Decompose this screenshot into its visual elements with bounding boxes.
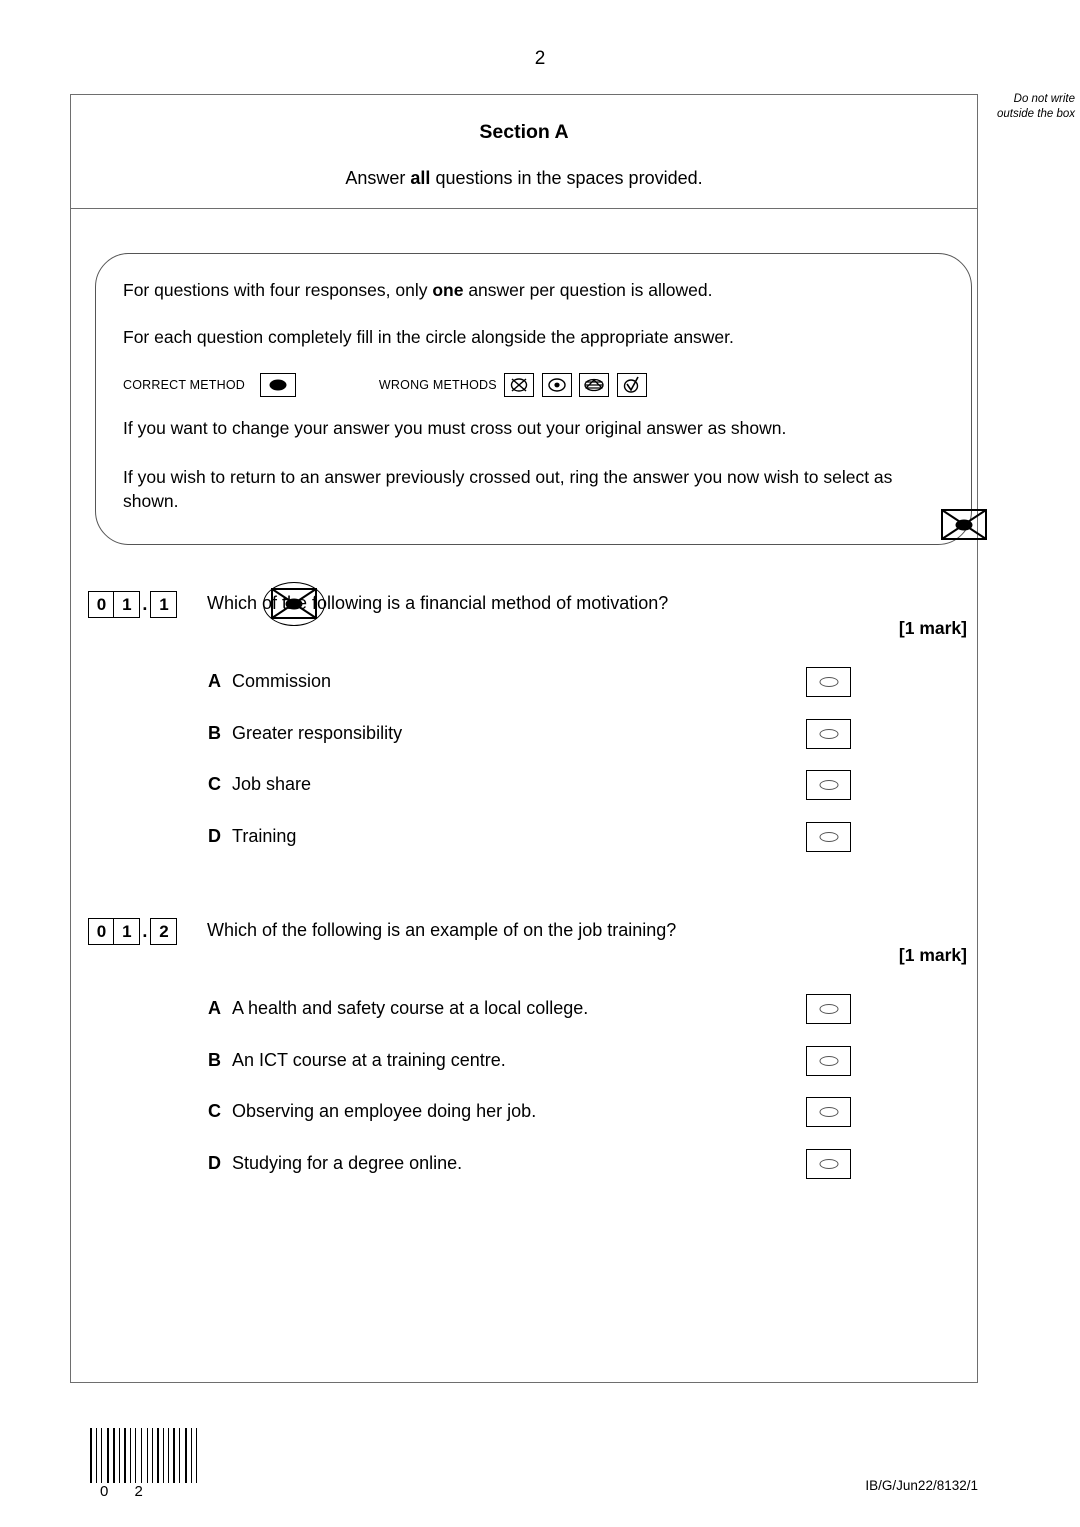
method-examples-row bbox=[123, 373, 647, 399]
question-digit: 1 bbox=[113, 591, 140, 618]
answer-option-row[interactable] bbox=[71, 723, 977, 775]
page-content-frame bbox=[70, 94, 978, 1383]
question-digit: 1 bbox=[113, 918, 140, 945]
answer-options-list bbox=[71, 998, 977, 1204]
answer-bubble-box[interactable] bbox=[806, 1097, 851, 1127]
option-letter: C bbox=[208, 1101, 221, 1121]
option-text: A health and safety course at a local college. bbox=[232, 998, 589, 1018]
section-instruction-suffix: questions in the spaces provided. bbox=[430, 168, 703, 188]
wrong-methods-label: WRONG METHODS bbox=[378, 378, 497, 392]
option-text: Job share bbox=[232, 774, 312, 794]
crossed-out-answer-icon bbox=[941, 509, 987, 540]
answer-option-row[interactable] bbox=[71, 1153, 977, 1205]
question-digit: 0 bbox=[88, 918, 115, 945]
question-sub-digit: 2 bbox=[150, 918, 177, 945]
wrong-method-crossed-circle-icon bbox=[504, 373, 534, 397]
option-text: Commission bbox=[232, 671, 332, 691]
wrong-method-scribbled-circle-icon bbox=[579, 373, 609, 397]
instruction-line-ring-answer: If you wish to return to an answer previously crossed out, ring the answer you now wish to select as shown. bbox=[123, 467, 893, 511]
barcode bbox=[90, 1428, 202, 1483]
question-text: Which of the following is a financial method of motivation? bbox=[207, 593, 669, 613]
option-text: Greater responsibility bbox=[232, 722, 403, 743]
correct-method-label: CORRECT METHOD bbox=[123, 378, 246, 392]
answer-bubble-box[interactable] bbox=[806, 994, 851, 1024]
instruction-line-one-answer bbox=[123, 279, 712, 303]
question-number-separator: . bbox=[142, 594, 148, 614]
question-sub-digit: 1 bbox=[150, 591, 177, 618]
wrong-method-small-dot-circle-icon bbox=[542, 373, 572, 397]
answer-options-list bbox=[71, 671, 977, 877]
option-letter: D bbox=[208, 825, 221, 846]
option-letter: B bbox=[208, 722, 221, 743]
option-text: Studying for a degree online. bbox=[232, 1152, 463, 1173]
option-text: Observing an employee doing her job. bbox=[232, 1101, 537, 1121]
answer-bubble-box[interactable] bbox=[806, 667, 851, 697]
question-text: Which of the following is an example of on the job training? bbox=[207, 920, 677, 940]
option-letter: A bbox=[208, 671, 221, 691]
question-number-separator: . bbox=[142, 921, 148, 941]
question-marks: [1 mark] bbox=[898, 618, 967, 638]
wrong-methods-group bbox=[379, 373, 647, 397]
option-text: Training bbox=[232, 825, 297, 846]
answer-option-row[interactable] bbox=[71, 998, 977, 1050]
paper-reference-code: IB/G/Jun22/8132/1 bbox=[865, 1478, 978, 1493]
instruction-line1-bold: one bbox=[432, 280, 464, 300]
section-header bbox=[71, 95, 977, 209]
correct-method-filled-circle-icon bbox=[260, 373, 296, 397]
answer-bubble-box[interactable] bbox=[806, 770, 851, 800]
section-instruction-bold: all bbox=[410, 168, 431, 188]
answer-option-row[interactable] bbox=[71, 1050, 977, 1102]
option-letter: B bbox=[208, 1049, 221, 1070]
question-marks: [1 mark] bbox=[898, 945, 967, 965]
answer-option-row[interactable] bbox=[71, 1101, 977, 1153]
option-text: An ICT course at a training centre. bbox=[232, 1049, 506, 1070]
question-number-01-1 bbox=[88, 591, 177, 618]
answer-bubble-box[interactable] bbox=[806, 1149, 851, 1179]
instruction-line1-prefix: For questions with four responses, only bbox=[123, 280, 433, 300]
wrong-method-ticked-circle-icon bbox=[617, 373, 647, 397]
answer-bubble-box[interactable] bbox=[806, 822, 851, 852]
page-number: 2 bbox=[534, 48, 546, 69]
instruction-line-fill-circle: For each question completely fill in the circle alongside the appropriate answer. bbox=[123, 327, 734, 347]
instruction-line1-suffix: answer per question is allowed. bbox=[463, 280, 713, 300]
section-instruction bbox=[71, 168, 977, 189]
instruction-line-cross-out: If you want to change your answer you must cross out your original answer as shown. bbox=[123, 418, 787, 438]
answer-bubble-box[interactable] bbox=[806, 719, 851, 749]
option-letter: A bbox=[208, 998, 221, 1018]
barcode-digits: 0 2 bbox=[100, 1483, 154, 1500]
option-letter: C bbox=[208, 774, 221, 794]
option-letter: D bbox=[208, 1152, 221, 1173]
answer-option-row[interactable] bbox=[71, 826, 977, 878]
do-not-write-outside-box-note: Do not write outside the box bbox=[996, 93, 1075, 121]
question-number-01-2 bbox=[88, 918, 177, 945]
answer-option-row[interactable] bbox=[71, 671, 977, 723]
answer-instructions-panel bbox=[95, 253, 972, 545]
answer-bubble-box[interactable] bbox=[806, 1046, 851, 1076]
question-digit: 0 bbox=[88, 591, 115, 618]
section-title: Section A bbox=[479, 121, 569, 143]
answer-option-row[interactable] bbox=[71, 774, 977, 826]
section-instruction-prefix: Answer bbox=[345, 168, 411, 188]
